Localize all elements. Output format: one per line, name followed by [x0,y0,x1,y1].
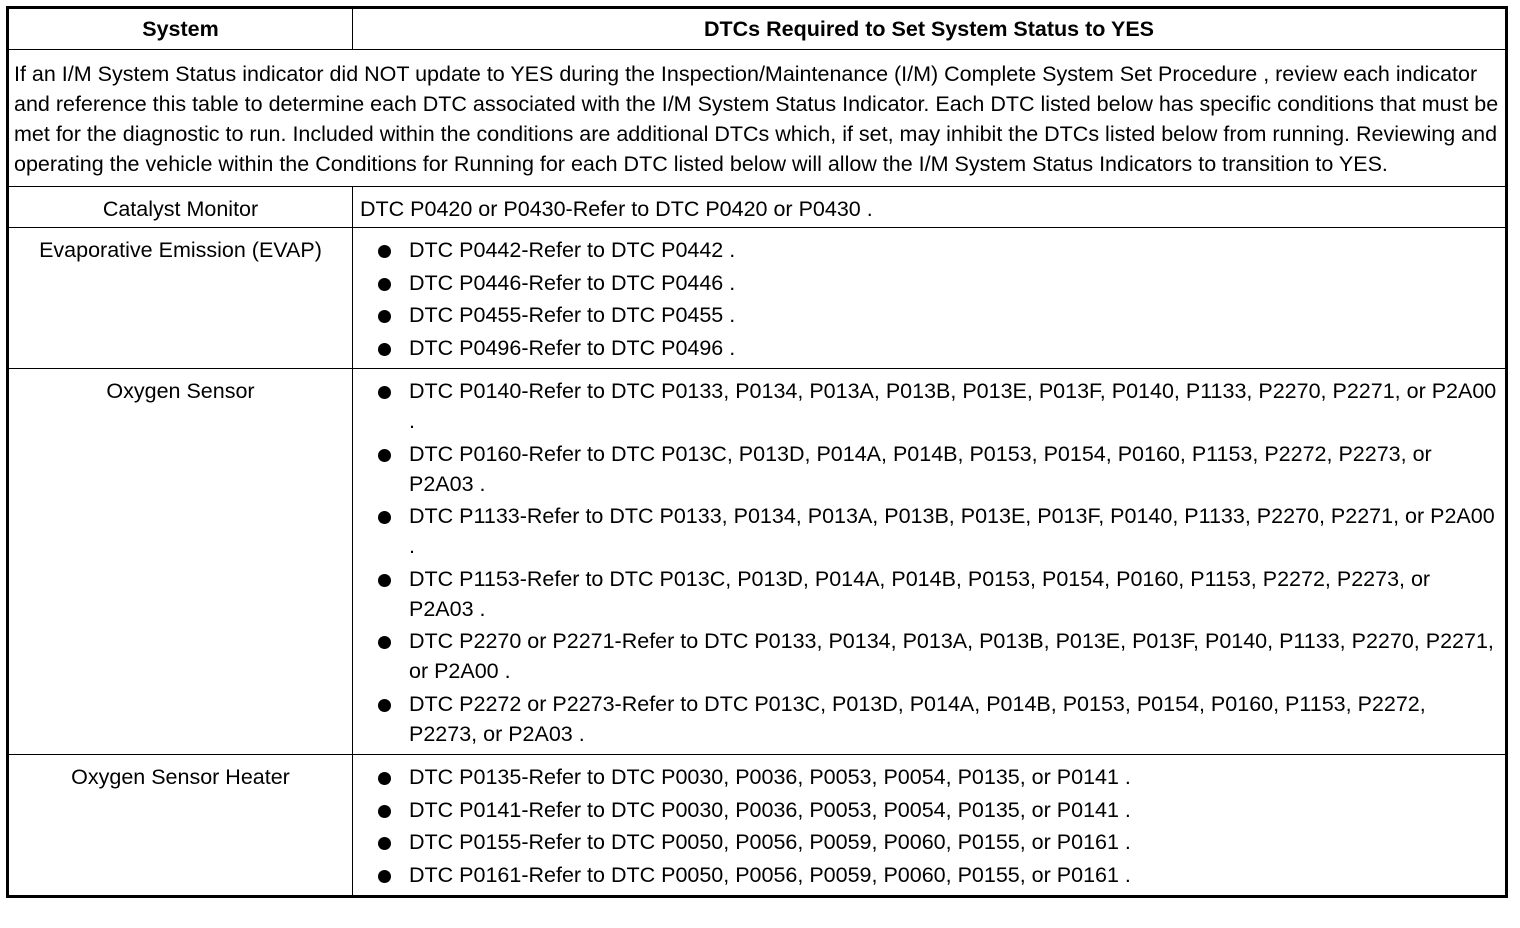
list-item: DTC P2272 or P2273-Refer to DTC P013C, P013D, P014A, P014B, P0153, P0154, P0160, P1153, P2272, P2273, or P2A03 . [360,689,1499,749]
list-item: DTC P0140-Refer to DTC P0133, P0134, P013A, P013B, P013E, P013F, P0140, P1133, P2270, P2271, or P2A00 . [360,376,1499,436]
table-row [8,228,1507,369]
list-item: DTC P0161-Refer to DTC P0050, P0056, P0059, P0060, P0155, or P0161 . [360,860,1499,890]
dtc-list [360,762,1499,890]
system-name: Oxygen Sensor Heater [8,755,353,897]
system-name: Catalyst Monitor [8,187,353,228]
list-item: DTC P0160-Refer to DTC P013C, P013D, P014A, P014B, P0153, P0154, P0160, P1153, P2272, P2273, or P2A03 . [360,439,1499,499]
intro-row [8,50,1507,187]
list-item: DTC P0135-Refer to DTC P0030, P0036, P0053, P0054, P0135, or P0141 . [360,762,1499,792]
dtc-list-cell [353,228,1507,369]
dtc-system-status-table [6,6,1508,898]
dtc-list-cell [353,369,1507,755]
table-row [8,755,1507,897]
list-item: DTC P0141-Refer to DTC P0030, P0036, P0053, P0054, P0135, or P0141 . [360,795,1499,825]
dtc-list-cell [353,755,1507,897]
table-row [8,187,1507,228]
list-item: DTC P0442-Refer to DTC P0442 . [360,235,1499,265]
list-item: DTC P1133-Refer to DTC P0133, P0134, P013A, P013B, P013E, P013F, P0140, P1133, P2270, P2271, or P2A00 . [360,501,1499,561]
list-item: DTC P0455-Refer to DTC P0455 . [360,300,1499,330]
table-row [8,369,1507,755]
system-name: Evaporative Emission (EVAP) [8,228,353,369]
header-system: System [8,8,353,50]
dtc-list [360,376,1499,749]
system-name: Oxygen Sensor [8,369,353,755]
list-item: DTC P1153-Refer to DTC P013C, P013D, P014A, P014B, P0153, P0154, P0160, P1153, P2272, P2273, or P2A03 . [360,564,1499,624]
dtc-list [360,235,1499,363]
list-item: DTC P0446-Refer to DTC P0446 . [360,268,1499,298]
list-item: DTC P0496-Refer to DTC P0496 . [360,333,1499,363]
intro-text: If an I/M System Status indicator did NOT update to YES during the Inspection/Maintenance (I/M) Complete System Set Procedure , review each indicator and reference this table to determine each DTC associated with the I/M System Status Indicator. Each DTC listed below has specific conditions that must be met for the diagnostic to run. Included within the conditions are additional DTCs which, if set, may inhibit the DTCs listed below from running. Reviewing and operating the vehicle within the Conditions for Running for each DTC listed below will allow the I/M System Status Indicators to transition to YES. [8,50,1507,187]
table-header-row [8,8,1507,50]
list-item: DTC P0155-Refer to DTC P0050, P0056, P0059, P0060, P0155, or P0161 . [360,827,1499,857]
list-item: DTC P2270 or P2271-Refer to DTC P0133, P0134, P013A, P013B, P013E, P013F, P0140, P1133, P2270, P2271, or P2A00 . [360,626,1499,686]
header-dtcs: DTCs Required to Set System Status to YES [353,8,1507,50]
dtc-text: DTC P0420 or P0430-Refer to DTC P0420 or P0430 . [353,187,1507,228]
